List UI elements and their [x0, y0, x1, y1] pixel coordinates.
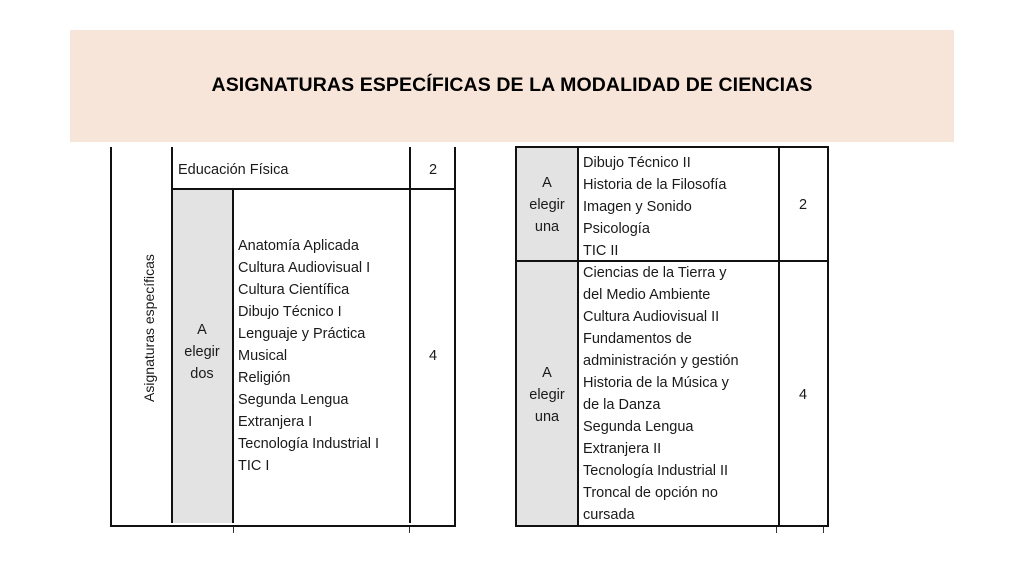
- page-title: ASIGNATURAS ESPECÍFICAS DE LA MODALIDAD DE CIENCIAS: [211, 74, 813, 96]
- list-item: Segunda Lengua: [238, 392, 349, 408]
- right-row1-hours: 2: [798, 197, 808, 213]
- left-subjects-table: [110, 147, 456, 527]
- right-row2-subject-list: [583, 262, 777, 526]
- right-row2-hours: 4: [798, 387, 808, 403]
- list-item: Historia de la Música y: [583, 375, 729, 391]
- left-row2-subject-list: [238, 235, 379, 477]
- right-row2-choose: A elegir una: [529, 365, 565, 425]
- list-item: TIC I: [238, 458, 270, 474]
- list-item: Cultura Audiovisual I: [238, 260, 371, 276]
- list-item: Dibujo Técnico I: [238, 304, 342, 320]
- left-row2-hours: 4: [428, 348, 438, 364]
- list-item: de la Danza: [583, 397, 661, 413]
- list-item: Tecnología Industrial I: [238, 436, 380, 452]
- list-item: administración y gestión: [583, 353, 739, 369]
- list-item: Fundamentos de: [583, 331, 692, 347]
- right-row1-subject-list: [583, 152, 726, 262]
- list-item: Segunda Lengua: [583, 419, 694, 435]
- list-item: del Medio Ambiente: [583, 287, 711, 303]
- list-item: Lenguaje y Práctica: [238, 326, 366, 342]
- list-item: cursada: [583, 507, 635, 523]
- left-row1-subject: Educación Física: [178, 162, 289, 178]
- side-label: Asignaturas específicas: [141, 254, 157, 402]
- right-subjects-table: [515, 146, 829, 527]
- left-row1-hours: 2: [428, 162, 438, 178]
- list-item: Psicología: [583, 221, 650, 237]
- list-item: Religión: [238, 370, 291, 386]
- list-item: TIC II: [583, 243, 619, 259]
- list-item: Extranjera II: [583, 441, 662, 457]
- list-item: Imagen y Sonido: [583, 199, 692, 215]
- left-row2-choose: A elegir dos: [184, 322, 220, 382]
- right-row1-choose: A elegir una: [529, 175, 565, 235]
- list-item: Extranjera I: [238, 414, 313, 430]
- list-item: Cultura Audiovisual II: [583, 309, 720, 325]
- list-item: Musical: [238, 348, 288, 364]
- list-item: Ciencias de la Tierra y: [583, 265, 727, 281]
- list-item: Historia de la Filosofía: [583, 177, 727, 193]
- list-item: Anatomía Aplicada: [238, 238, 359, 254]
- list-item: Cultura Científica: [238, 282, 350, 298]
- list-item: Tecnología Industrial II: [583, 463, 729, 479]
- list-item: Dibujo Técnico II: [583, 155, 691, 171]
- list-item: Troncal de opción no: [583, 485, 718, 501]
